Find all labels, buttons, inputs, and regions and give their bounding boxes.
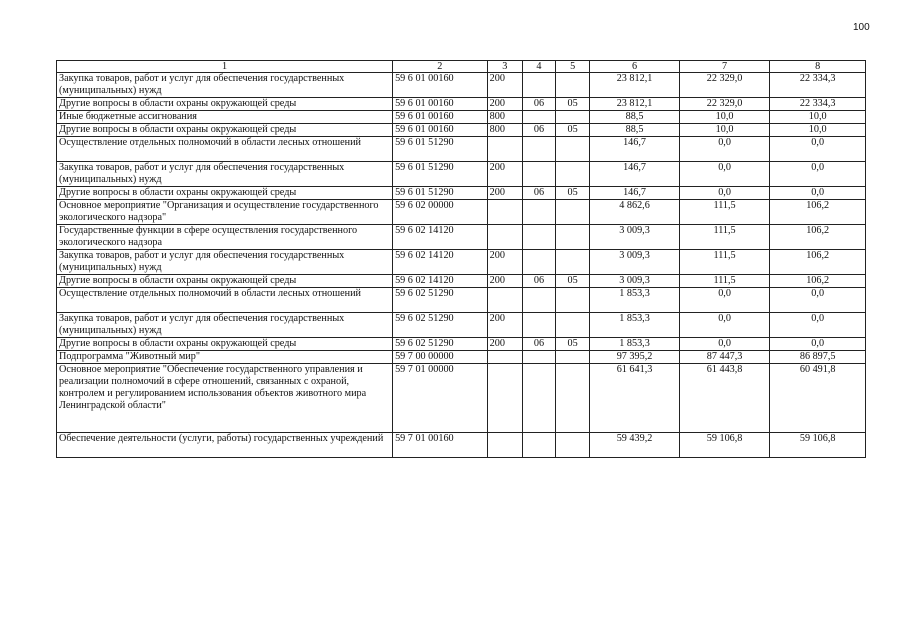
row-value-8: 22 334,3	[770, 98, 866, 111]
row-value-7: 61 443,8	[679, 364, 770, 433]
row-value-8: 0,0	[770, 162, 866, 187]
row-code: 59 6 01 51290	[393, 137, 488, 162]
row-col5: 05	[556, 187, 590, 200]
row-col5	[556, 200, 590, 225]
row-col3: 200	[487, 187, 522, 200]
row-code: 59 6 01 51290	[393, 162, 488, 187]
row-value-7: 0,0	[679, 187, 770, 200]
row-col4	[522, 162, 555, 187]
table-row	[57, 288, 866, 313]
column-header: 3	[487, 61, 522, 73]
row-value-8: 60 491,8	[770, 364, 866, 433]
row-col4	[522, 250, 555, 275]
table-row	[57, 364, 866, 433]
row-code: 59 7 01 00000	[393, 364, 488, 433]
table-row	[57, 250, 866, 275]
row-code: 59 7 00 00000	[393, 351, 488, 364]
row-col5	[556, 364, 590, 433]
row-name: Иные бюджетные ассигнования	[57, 111, 393, 124]
table-row	[57, 433, 866, 458]
row-name: Закупка товаров, работ и услуг для обеспечения государственных (муниципальных) нужд	[57, 250, 393, 275]
row-col3: 800	[487, 124, 522, 137]
column-header: 7	[679, 61, 770, 73]
row-col5	[556, 250, 590, 275]
row-name: Осуществление отдельных полномочий в области лесных отношений	[57, 288, 393, 313]
row-col3: 200	[487, 162, 522, 187]
row-code: 59 6 01 00160	[393, 98, 488, 111]
row-value-8: 0,0	[770, 288, 866, 313]
row-name: Государственные функции в сфере осуществления государственного экологического надзора	[57, 225, 393, 250]
table-row	[57, 351, 866, 364]
row-value-8: 59 106,8	[770, 433, 866, 458]
row-col4: 06	[522, 187, 555, 200]
row-value-6: 4 862,6	[590, 200, 680, 225]
row-col5	[556, 351, 590, 364]
row-value-8: 0,0	[770, 187, 866, 200]
row-col4	[522, 137, 555, 162]
row-col3	[487, 351, 522, 364]
row-value-8: 106,2	[770, 200, 866, 225]
row-col3	[487, 200, 522, 225]
table-row	[57, 225, 866, 250]
row-col5	[556, 288, 590, 313]
row-value-7: 111,5	[679, 275, 770, 288]
row-col5	[556, 111, 590, 124]
row-col5: 05	[556, 124, 590, 137]
row-col4	[522, 288, 555, 313]
table-row	[57, 73, 866, 98]
row-value-7: 0,0	[679, 288, 770, 313]
row-col4: 06	[522, 338, 555, 351]
row-value-7: 111,5	[679, 225, 770, 250]
row-col5	[556, 73, 590, 98]
row-col3: 200	[487, 338, 522, 351]
row-col3	[487, 433, 522, 458]
row-value-8: 10,0	[770, 124, 866, 137]
row-value-7: 0,0	[679, 162, 770, 187]
row-value-6: 59 439,2	[590, 433, 680, 458]
row-value-7: 0,0	[679, 313, 770, 338]
row-name: Другие вопросы в области охраны окружающей среды	[57, 275, 393, 288]
row-name: Осуществление отдельных полномочий в области лесных отношений	[57, 137, 393, 162]
column-header: 8	[770, 61, 866, 73]
row-name: Другие вопросы в области охраны окружающей среды	[57, 124, 393, 137]
table-row	[57, 137, 866, 162]
row-col5	[556, 137, 590, 162]
row-col3: 200	[487, 275, 522, 288]
row-col5: 05	[556, 275, 590, 288]
row-col5	[556, 313, 590, 338]
row-col3	[487, 225, 522, 250]
row-value-8: 0,0	[770, 313, 866, 338]
row-value-6: 3 009,3	[590, 225, 680, 250]
row-col4	[522, 351, 555, 364]
row-col3	[487, 364, 522, 433]
row-value-7: 87 447,3	[679, 351, 770, 364]
row-value-8: 0,0	[770, 137, 866, 162]
table-row	[57, 313, 866, 338]
row-value-8: 106,2	[770, 225, 866, 250]
row-col3: 200	[487, 250, 522, 275]
row-col3: 800	[487, 111, 522, 124]
row-code: 59 6 02 51290	[393, 338, 488, 351]
row-value-8: 0,0	[770, 338, 866, 351]
row-col4	[522, 225, 555, 250]
row-col4: 06	[522, 275, 555, 288]
row-code: 59 6 01 00160	[393, 111, 488, 124]
row-col4	[522, 73, 555, 98]
row-code: 59 6 02 14120	[393, 275, 488, 288]
row-code: 59 6 02 14120	[393, 225, 488, 250]
row-value-6: 146,7	[590, 137, 680, 162]
row-value-6: 3 009,3	[590, 275, 680, 288]
table-row	[57, 98, 866, 111]
row-value-7: 0,0	[679, 137, 770, 162]
table-row	[57, 200, 866, 225]
row-value-6: 146,7	[590, 187, 680, 200]
table-row	[57, 187, 866, 200]
row-code: 59 6 02 51290	[393, 288, 488, 313]
row-code: 59 6 02 51290	[393, 313, 488, 338]
column-header: 1	[57, 61, 393, 73]
column-header: 4	[522, 61, 555, 73]
table-row	[57, 111, 866, 124]
row-col5	[556, 162, 590, 187]
row-value-8: 106,2	[770, 250, 866, 275]
row-name: Закупка товаров, работ и услуг для обеспечения государственных (муниципальных) нужд	[57, 73, 393, 98]
row-name: Основное мероприятие "Организация и осуществление государственного экологического надзора"	[57, 200, 393, 225]
column-header: 5	[556, 61, 590, 73]
row-name: Закупка товаров, работ и услуг для обеспечения государственных (муниципальных) нужд	[57, 162, 393, 187]
row-col4	[522, 200, 555, 225]
row-name: Другие вопросы в области охраны окружающей среды	[57, 338, 393, 351]
row-name: Подпрограмма "Животный мир"	[57, 351, 393, 364]
row-col5: 05	[556, 98, 590, 111]
table-row	[57, 275, 866, 288]
row-value-8: 22 334,3	[770, 73, 866, 98]
row-code: 59 6 02 14120	[393, 250, 488, 275]
row-col3: 200	[487, 98, 522, 111]
row-value-6: 23 812,1	[590, 73, 680, 98]
row-value-6: 146,7	[590, 162, 680, 187]
row-value-8: 106,2	[770, 275, 866, 288]
row-value-6: 23 812,1	[590, 98, 680, 111]
header-row	[57, 61, 866, 73]
row-col3	[487, 288, 522, 313]
row-value-6: 1 853,3	[590, 313, 680, 338]
row-value-6: 1 853,3	[590, 338, 680, 351]
row-value-6: 3 009,3	[590, 250, 680, 275]
row-value-7: 22 329,0	[679, 73, 770, 98]
row-code: 59 7 01 00160	[393, 433, 488, 458]
column-header: 2	[393, 61, 488, 73]
row-name: Закупка товаров, работ и услуг для обеспечения государственных (муниципальных) нужд	[57, 313, 393, 338]
table-row	[57, 162, 866, 187]
row-col5	[556, 225, 590, 250]
row-code: 59 6 02 00000	[393, 200, 488, 225]
row-value-7: 111,5	[679, 250, 770, 275]
row-value-7: 22 329,0	[679, 98, 770, 111]
row-value-6: 88,5	[590, 111, 680, 124]
column-header: 6	[590, 61, 680, 73]
page-number: 100	[853, 22, 870, 33]
row-col4: 06	[522, 124, 555, 137]
row-col5	[556, 433, 590, 458]
row-value-7: 0,0	[679, 338, 770, 351]
row-value-6: 97 395,2	[590, 351, 680, 364]
table-row	[57, 338, 866, 351]
row-name: Другие вопросы в области охраны окружающей среды	[57, 98, 393, 111]
row-col5: 05	[556, 338, 590, 351]
budget-table	[56, 60, 866, 458]
row-col4: 06	[522, 98, 555, 111]
row-col4	[522, 111, 555, 124]
row-col3	[487, 137, 522, 162]
row-code: 59 6 01 00160	[393, 124, 488, 137]
table-row	[57, 124, 866, 137]
row-col3: 200	[487, 313, 522, 338]
row-code: 59 6 01 51290	[393, 187, 488, 200]
row-value-6: 1 853,3	[590, 288, 680, 313]
row-value-7: 59 106,8	[679, 433, 770, 458]
row-value-7: 10,0	[679, 124, 770, 137]
row-col4	[522, 364, 555, 433]
row-value-6: 61 641,3	[590, 364, 680, 433]
row-value-7: 111,5	[679, 200, 770, 225]
row-name: Обеспечение деятельности (услуги, работы) государственных учреждений	[57, 433, 393, 458]
row-col3: 200	[487, 73, 522, 98]
row-name: Основное мероприятие "Обеспечение государственного управления и реализации полномочий в сфере отношений, связанных с охраной, контролем и регулированием использования объектов животного мира Ленинградской области"	[57, 364, 393, 433]
row-code: 59 6 01 00160	[393, 73, 488, 98]
row-value-6: 88,5	[590, 124, 680, 137]
row-value-8: 86 897,5	[770, 351, 866, 364]
row-col4	[522, 433, 555, 458]
row-value-8: 10,0	[770, 111, 866, 124]
row-col4	[522, 313, 555, 338]
row-value-7: 10,0	[679, 111, 770, 124]
row-name: Другие вопросы в области охраны окружающей среды	[57, 187, 393, 200]
